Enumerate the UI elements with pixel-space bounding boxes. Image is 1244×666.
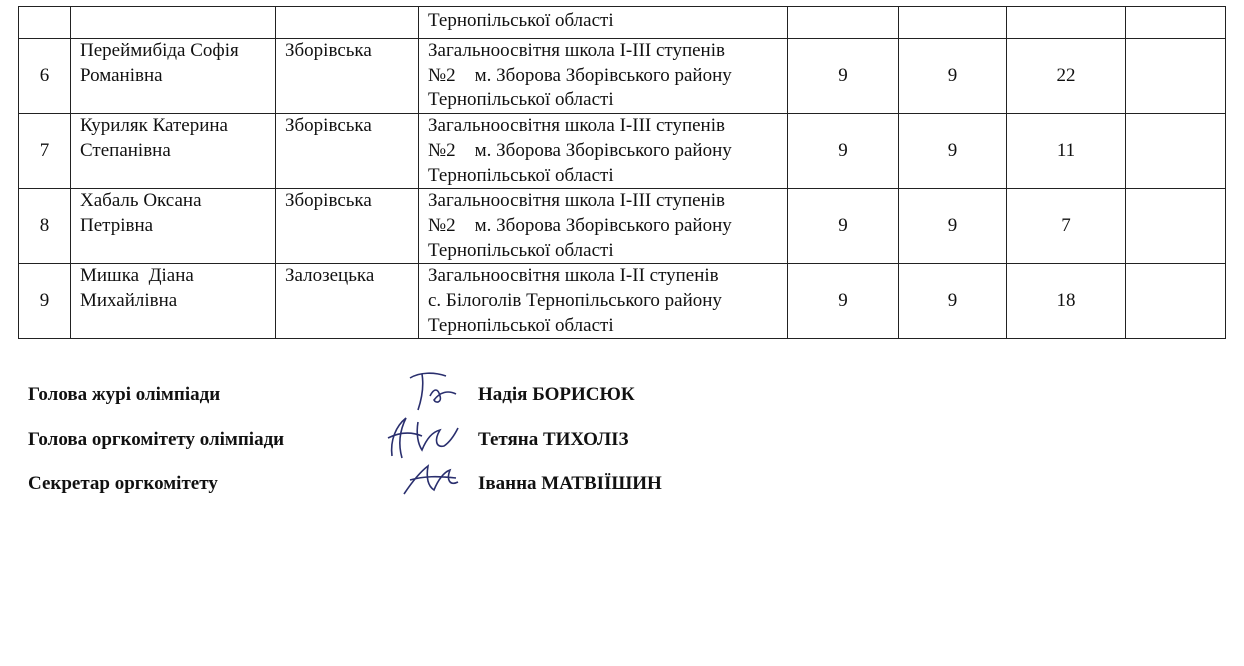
cell-name: Хабаль Оксана Петрівна <box>71 189 276 264</box>
cell-col8 <box>1126 39 1226 114</box>
jury-head-name: Надія БОРИСЮК <box>478 384 635 405</box>
cell-col5 <box>788 7 899 39</box>
cell-school: Загальноосвітня школа І-ІІІ ступенів №2 м. Зборова Зборівського району Тернопільської області <box>419 189 788 264</box>
cell-col5: 9 <box>788 114 899 189</box>
table-row <box>19 39 1226 114</box>
cell-col8 <box>1126 114 1226 189</box>
cell-col7: 7 <box>1007 189 1126 264</box>
table-row-continuation <box>19 7 1226 39</box>
handwritten-signature-2 <box>378 410 468 466</box>
secretary-title: Секретар оргкомітету <box>28 473 218 494</box>
cell-name: Переймибіда Софія Романівна <box>71 39 276 114</box>
cell-num: 9 <box>19 264 71 339</box>
cell-name: Мишка Діана Михайлівна <box>71 264 276 339</box>
cell-col8 <box>1126 189 1226 264</box>
cell-community: Залозецька <box>276 264 419 339</box>
cell-name <box>71 7 276 39</box>
cell-num: 8 <box>19 189 71 264</box>
cell-col6: 9 <box>899 39 1007 114</box>
cell-school: Тернопільської області <box>419 7 788 39</box>
cell-col5: 9 <box>788 39 899 114</box>
cell-col5: 9 <box>788 189 899 264</box>
results-table <box>18 6 1226 339</box>
cell-community: Зборівська <box>276 114 419 189</box>
cell-community: Зборівська <box>276 39 419 114</box>
cell-school: Загальноосвітня школа І-ІІ ступенів с. Білоголів Тернопільського району Тернопільської області <box>419 264 788 339</box>
cell-col6: 9 <box>899 189 1007 264</box>
cell-col6: 9 <box>899 264 1007 339</box>
secretary-name: Іванна МАТВІЇШИН <box>478 473 662 494</box>
cell-col8 <box>1126 7 1226 39</box>
cell-col6: 9 <box>899 114 1007 189</box>
cell-num: 6 <box>19 39 71 114</box>
handwritten-signature-1 <box>400 366 470 416</box>
cell-col6 <box>899 7 1007 39</box>
cell-col7: 11 <box>1007 114 1126 189</box>
cell-col8 <box>1126 264 1226 339</box>
cell-school: Загальноосвітня школа І-ІІІ ступенів №2 м. Зборова Зборівського району Тернопільської області <box>419 114 788 189</box>
cell-col7 <box>1007 7 1126 39</box>
orgcommittee-head-name: Тетяна ТИХОЛІЗ <box>478 429 629 450</box>
cell-col5: 9 <box>788 264 899 339</box>
cell-name: Куриляк Катерина Степанівна <box>71 114 276 189</box>
cell-community: Зборівська <box>276 189 419 264</box>
cell-num <box>19 7 71 39</box>
jury-head-title: Голова журі олімпіади <box>28 384 221 405</box>
table-row <box>19 114 1226 189</box>
orgcommittee-head-title: Голова оргкомітету олімпіади <box>28 429 285 450</box>
cell-col7: 22 <box>1007 39 1126 114</box>
cell-community <box>276 7 419 39</box>
cell-col7: 18 <box>1007 264 1126 339</box>
table-row <box>19 189 1226 264</box>
handwritten-signature-3 <box>398 456 468 500</box>
table-row <box>19 264 1226 339</box>
cell-num: 7 <box>19 114 71 189</box>
cell-school: Загальноосвітня школа І-ІІІ ступенів №2 м. Зборова Зборівського району Тернопільської області <box>419 39 788 114</box>
